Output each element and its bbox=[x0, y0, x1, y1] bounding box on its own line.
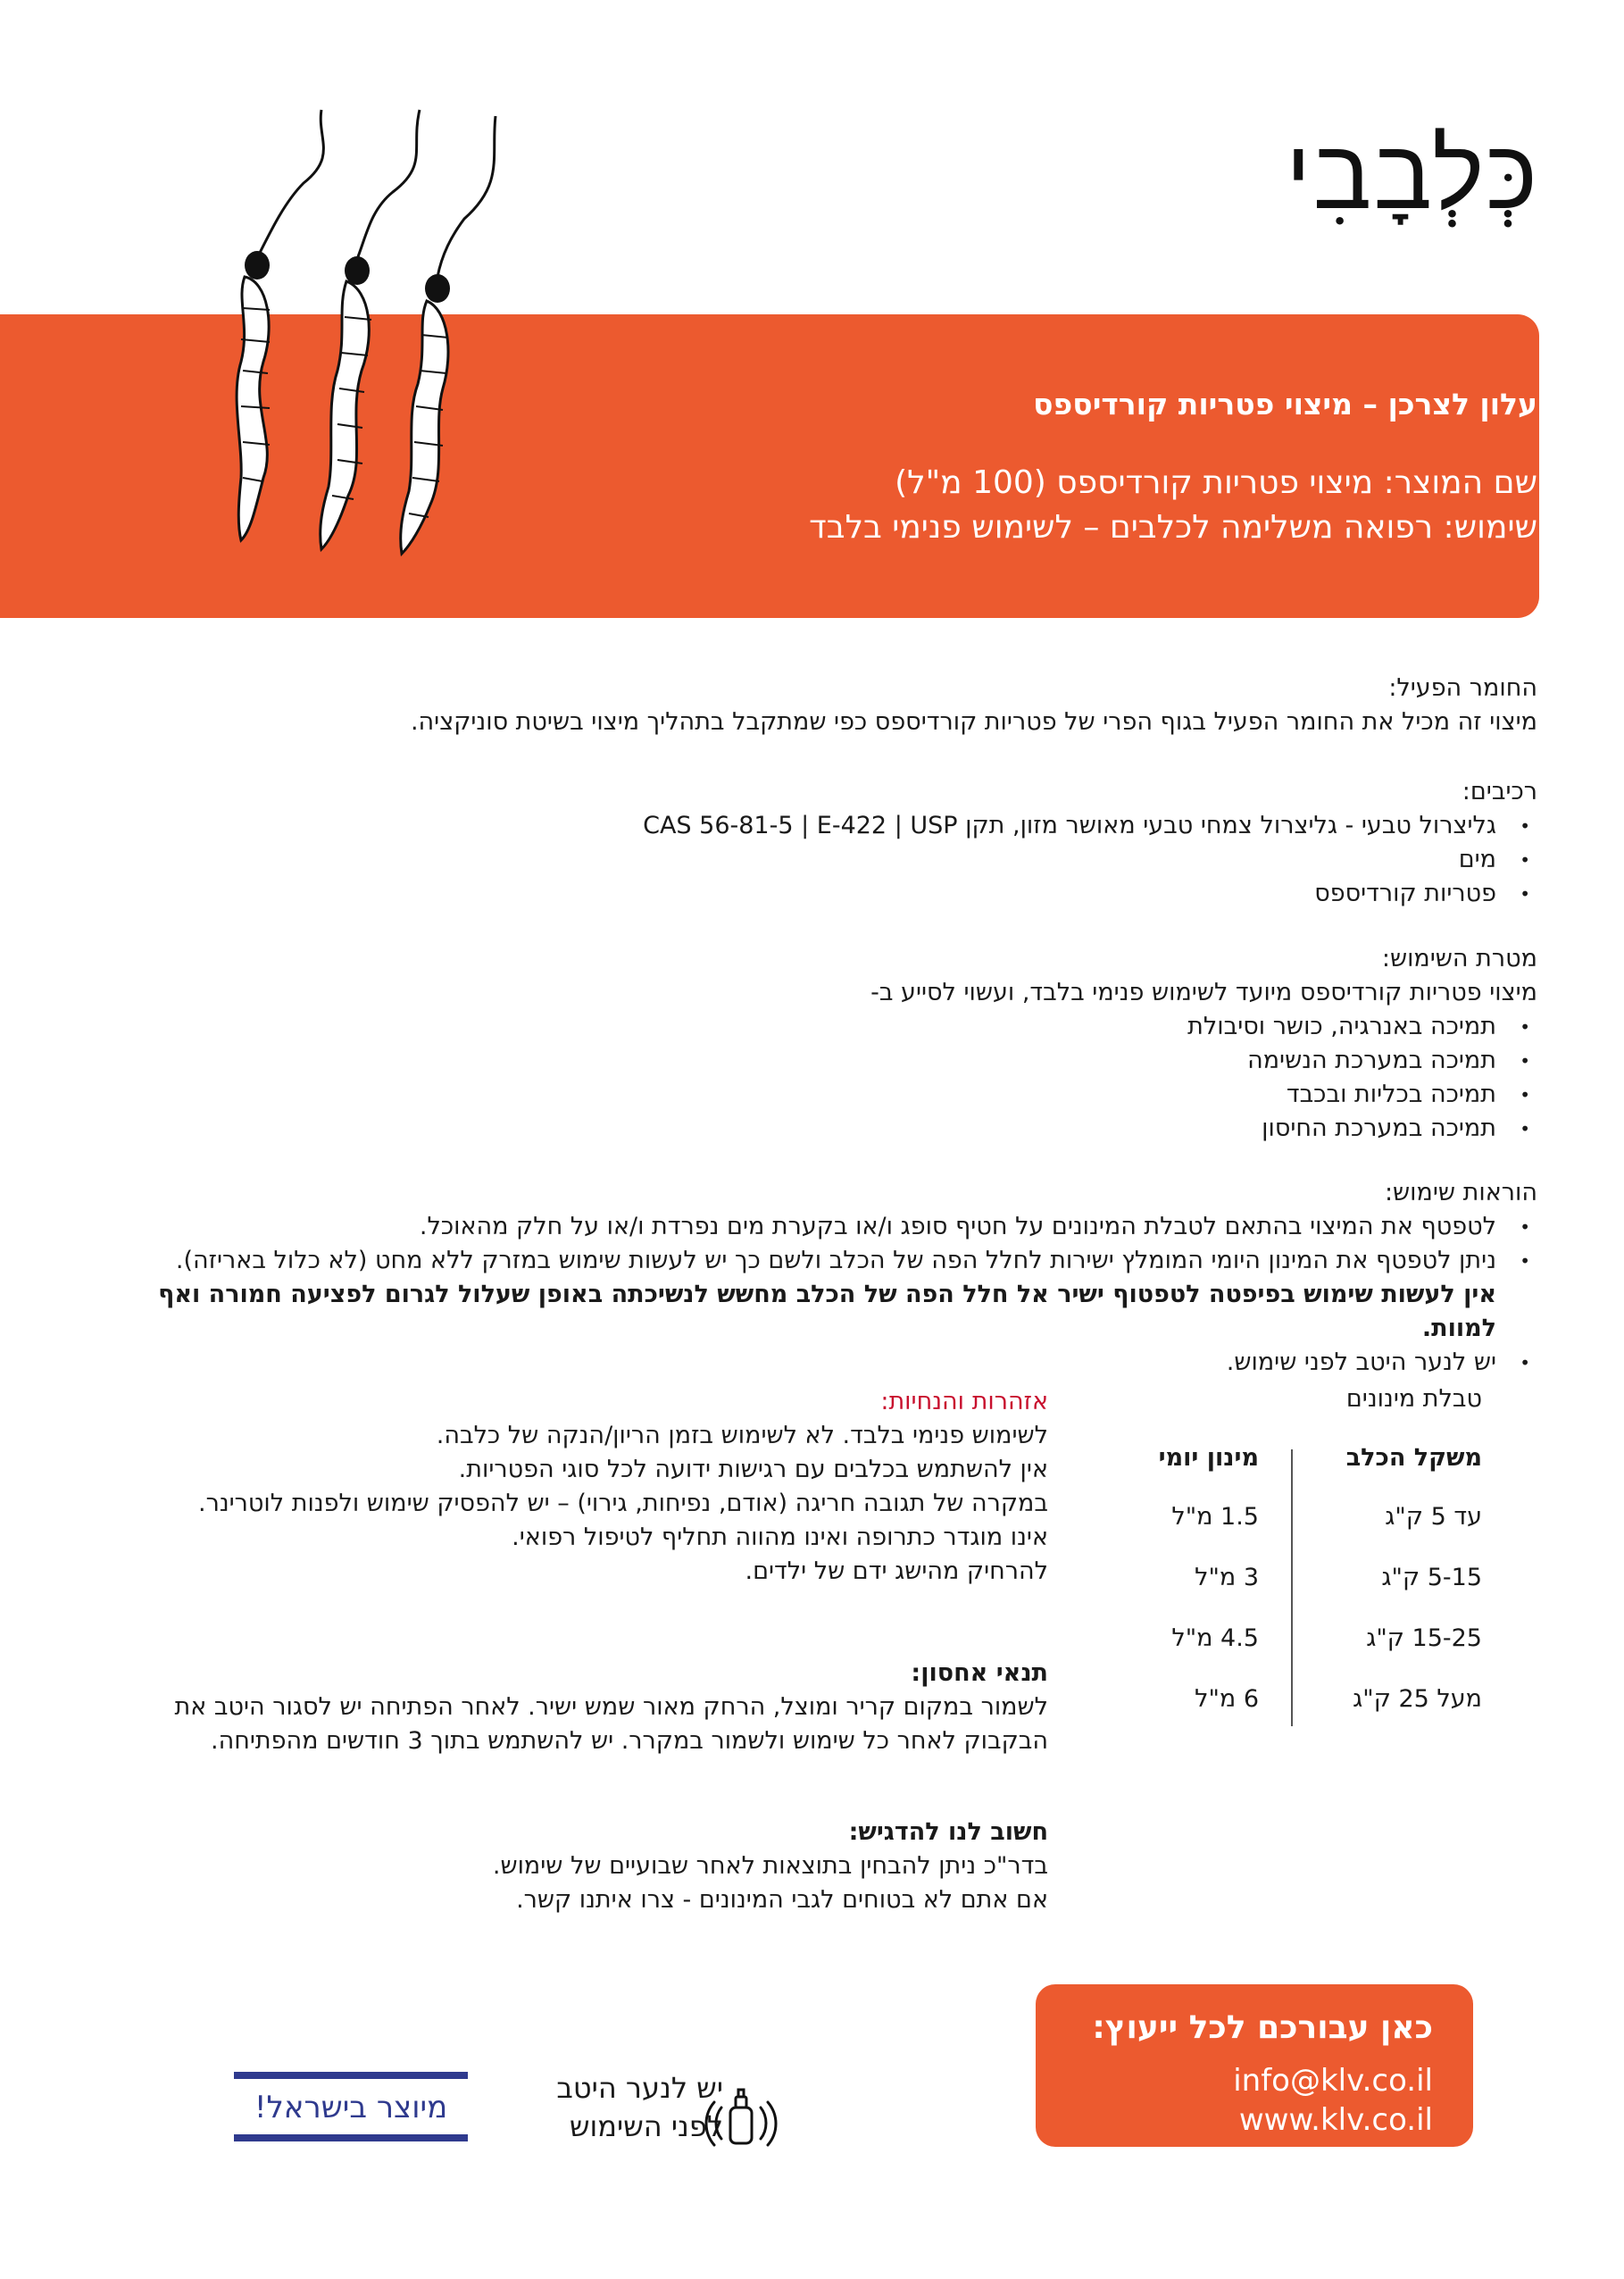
cordyceps-cap-2 bbox=[345, 256, 370, 285]
list-item: • לטפטף את המיצוי בהתאם לטבלת המינונים על חטיף סופג ו/או בקערת מים נפרדת ו/או על חלק מהאוכל. bbox=[145, 1210, 1537, 1244]
contact-website[interactable]: www.klv.co.il bbox=[1238, 2102, 1433, 2138]
list-item bbox=[145, 1244, 1537, 1346]
storage-heading: תנאי אחסון: bbox=[911, 1659, 1048, 1687]
dosage-weight-cell: עד 5 ק"ג bbox=[1385, 1503, 1482, 1531]
list-item: • גליצרול טבעי - גליצרול צמחי טבעי מאושר מזון, תקן CAS 56-81-5 | E-422 | USP bbox=[145, 809, 1537, 843]
purpose-intro: מיצוי פטריות קורדיספס מיועד לשימוש פנימי בלבד, ועשוי לסייע ב- bbox=[870, 979, 1537, 1006]
shake-note-line: לפני השימוש bbox=[569, 2109, 723, 2143]
made-in-israel-label: מיוצר בישראל! bbox=[254, 2090, 448, 2125]
table-row bbox=[1116, 1685, 1482, 1721]
purpose-heading: מטרת השימוש: bbox=[1381, 945, 1537, 973]
warning-line: לשימוש פנימי בלבד. לא לשימוש בזמן הריון/הנקה של כלבה. bbox=[436, 1422, 1048, 1449]
israel-bottom-bar bbox=[234, 2134, 468, 2141]
warning-line: במקרה של תגובה חריגה (אודם, נפיחות, גירוי) – יש להפסיק שימוש ולפנות לוטרינר. bbox=[198, 1490, 1048, 1517]
cordyceps-stalk-2 bbox=[357, 110, 420, 259]
dosage-dose-cell: 6 מ"ל bbox=[1195, 1685, 1259, 1713]
ingredients-list bbox=[145, 809, 1537, 911]
contact-email[interactable]: info@klv.co.il bbox=[1233, 2063, 1433, 2099]
contact-title: כאן עבורכם לכל ייעוץ: bbox=[1092, 2009, 1433, 2046]
cordyceps-illustration bbox=[187, 103, 545, 567]
cordyceps-cap-3 bbox=[425, 274, 450, 303]
made-in-israel-badge bbox=[234, 2072, 468, 2141]
important-line: בדר"כ ניתן להבחין בתוצאות לאחר שבועיים של שימוש. bbox=[492, 1852, 1048, 1880]
list-item: • תמיכה בכליות ובכבד bbox=[145, 1078, 1537, 1112]
shake-bottle-icon bbox=[696, 2081, 786, 2152]
list-item: • יש לנער היטב לפני שימוש. bbox=[145, 1346, 1537, 1380]
warning-line: אין להשתמש בכלבים עם רגישות ידועה לכל סוגי הפטריות. bbox=[458, 1456, 1048, 1483]
list-item: • מים bbox=[145, 843, 1537, 877]
warning-line: אינו מוגדר כתרופה ואינו מהווה תחליף לטיפול רפואי. bbox=[512, 1524, 1048, 1551]
table-row bbox=[1116, 1503, 1482, 1539]
active-ingredient-heading: החומר הפעיל: bbox=[1388, 674, 1537, 702]
list-item: • פטריות קורדיספס bbox=[145, 877, 1537, 911]
dosage-weight-cell: 15-25 ק"ג bbox=[1366, 1624, 1482, 1652]
cordyceps-cap-1 bbox=[245, 251, 270, 280]
dosage-dose-cell: 1.5 מ"ל bbox=[1171, 1503, 1259, 1531]
contact-box bbox=[1036, 1984, 1473, 2147]
active-ingredient-section bbox=[145, 672, 1537, 739]
ingredients-heading: רכיבים: bbox=[1462, 778, 1537, 806]
shake-note bbox=[509, 2069, 723, 2146]
dosage-weight-header: משקל הכלב bbox=[1345, 1444, 1482, 1472]
purpose-list bbox=[145, 1010, 1537, 1146]
brand-logo: כְּלְבָבִי bbox=[1286, 117, 1539, 231]
list-item: • תמיכה במערכת הנשימה bbox=[145, 1044, 1537, 1078]
table-row bbox=[1116, 1564, 1482, 1599]
warnings-heading: אזהרות והנחיות: bbox=[880, 1388, 1048, 1415]
cordyceps-stalk-3 bbox=[437, 116, 496, 277]
usage-line: שימוש: רפואה משלימה לכלבים – לשימוש פנימי בלבד bbox=[809, 509, 1537, 546]
important-section bbox=[129, 1816, 1048, 1917]
directions-section bbox=[145, 1176, 1537, 1380]
dosage-weight-cell: 5-15 ק"ג bbox=[1381, 1564, 1482, 1591]
directions-heading: הוראות שימוש: bbox=[1384, 1179, 1537, 1206]
warning-line: להרחיק מהישג ידם של ילדים. bbox=[745, 1557, 1048, 1585]
important-heading: חשוב לנו להדגיש: bbox=[848, 1818, 1048, 1846]
warnings-section bbox=[129, 1385, 1048, 1589]
list-item: • תמיכה באנרגיה, כושר וסיבולת bbox=[145, 1010, 1537, 1044]
dosage-dose-cell: 3 מ"ל bbox=[1195, 1564, 1259, 1591]
active-ingredient-text: מיצוי זה מכיל את החומר הפעיל בגוף הפרי של פטריות קורדיספס כפי שמתקבל בתהליך מיצוי בשיטת סוניקציה. bbox=[410, 708, 1537, 736]
directions-pipette-warning: אין לעשות שימוש בפיפטה לטפטוף ישיר אל חלל הפה של הכלב מחשש לנשיכתה באופן שעלול לגרום לפציעה חמורה ואף למוות. bbox=[158, 1281, 1496, 1342]
ingredients-section bbox=[145, 775, 1537, 911]
dosage-dose-cell: 4.5 מ"ל bbox=[1171, 1624, 1259, 1652]
storage-section bbox=[129, 1657, 1048, 1758]
dosage-weight-cell: מעל 25 ק"ג bbox=[1353, 1685, 1482, 1713]
leaflet-title: עלון לצרכן – מיצוי פטריות קורדיספס bbox=[1033, 387, 1537, 422]
table-row bbox=[1116, 1624, 1482, 1660]
storage-text: לשמור במקום קריר ומוצל, הרחק מאור שמש ישיר. לאחר הפתיחה יש לסגור היטב את הבקבוק לאחר כל שימוש ולשמור במקרר. יש להשתמש בתוך 3 חודשים מהפתיחה. bbox=[174, 1693, 1048, 1755]
cordyceps-stalk-1 bbox=[259, 110, 323, 255]
list-item: • תמיכה במערכת החיסון bbox=[145, 1112, 1537, 1146]
cordyceps-body-2 bbox=[321, 281, 370, 549]
product-name-line: שם המוצר: מיצוי פטריות קורדיספס (100 מ"ל) bbox=[895, 464, 1537, 501]
directions-list bbox=[145, 1210, 1537, 1380]
dosage-title: טבלת מינונים bbox=[1345, 1385, 1482, 1413]
shake-note-line: יש לנער היטב bbox=[556, 2071, 723, 2105]
purpose-section bbox=[145, 942, 1537, 1146]
dosage-dose-header: מינון יומי bbox=[1158, 1444, 1259, 1472]
important-line: אם אתם לא בטוחים לגבי המינונים - צרו איתנו קשר. bbox=[516, 1886, 1048, 1914]
israel-top-bar bbox=[234, 2072, 468, 2079]
directions-syringe-note: ניתן לטפטף את המינון היומי המומלץ ישירות לחלל הפה של הכלב ולשם כך יש לעשות שימוש במזרק ללא מחט (לא כלול באריזה). bbox=[175, 1247, 1496, 1274]
